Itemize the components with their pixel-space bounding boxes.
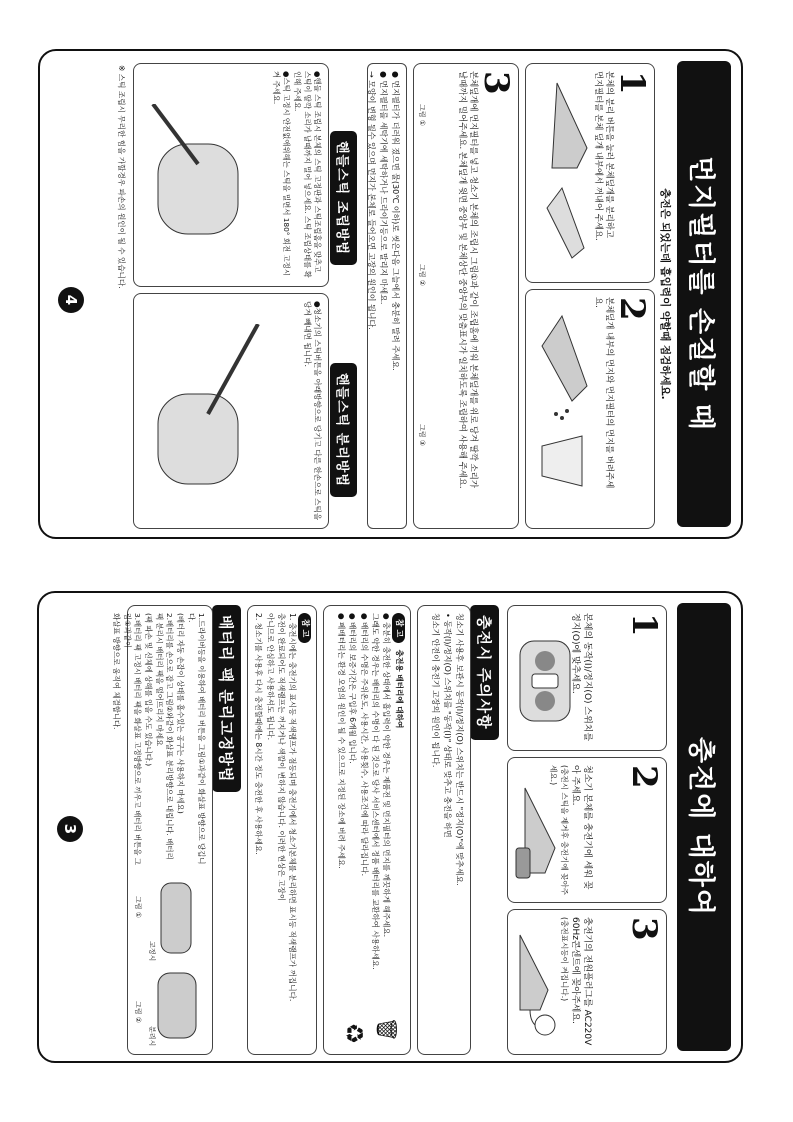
filter-note-1: ● 먼지필터가 더러워 졌으면 물(30℃ 이하)로 씻은다음 그늘에서 충분히 말려 주세요. xyxy=(391,71,400,371)
step-3-box xyxy=(507,909,667,1055)
battery-title: 충전용 배터리에 대하여 xyxy=(395,649,404,729)
battery-info-box xyxy=(323,605,411,1055)
stick-assembly-illustration xyxy=(148,104,248,254)
step-2-text: 청소기 본체를 충전기에 세워 꽂아 주세요. xyxy=(569,765,592,890)
section-charge-caution: 충전시 주의사항 xyxy=(470,605,499,740)
step-1-text: 본체의 동작(I)/정지(O) 스위치를 정지(O)에 맞추세요. xyxy=(569,613,592,742)
tip2-line-2: 충전이 완료되어도 적색램프는 꺼지거나 색깔이 변하지 않습니다. 이러한 현상은 고장이 xyxy=(276,613,286,902)
step-2-number: 2 xyxy=(624,765,664,789)
step-1-box xyxy=(507,605,667,751)
recycle-icon: ♻ xyxy=(340,1022,368,1044)
tip-badge-1: 참 고 xyxy=(392,613,405,643)
page-3-title: 충전에 대하여 xyxy=(677,603,731,1051)
cover-removal-illustration xyxy=(532,78,602,268)
detach-label: 분리시 xyxy=(148,1026,156,1047)
power-plug-illustration xyxy=(510,930,560,1040)
filter-step-2-text: 본체덮개 내부의 먼지와 먼지필터의 먼지를 버려주세요. xyxy=(593,297,615,489)
pack-line-6: 화살표 방향으로 움직여 체결합니다. xyxy=(112,613,122,730)
page-4-title: 먼지필터를 손질할 때 xyxy=(677,61,731,527)
filter-fig2-label: 그림 ② xyxy=(418,264,426,287)
pack-line-2: (배터리 자동 손잡이 상태를 흡수있는 공구는 사용하지 마세요) xyxy=(176,613,186,814)
section-stick-detach: 핸들스틱 분리방법 xyxy=(330,363,357,497)
filter-fig1-label: 그림 ① xyxy=(418,104,426,127)
filter-step-2-box xyxy=(525,289,655,529)
tip2-line-4: 2. 청소기를 사용후 다시 충전할때에는 8시간 정도 충전한 후 사용하세요. xyxy=(254,613,264,855)
stick-detach-line-1: ●청소기의 스틱버튼을 아래방향으로 당기고 다른 한손으로 스틱을 당겨 빼내면 됩니다. xyxy=(302,301,322,521)
step-1-number: 1 xyxy=(624,613,664,637)
battery-pack-illustration xyxy=(146,878,206,1048)
filter-note-2: ● 먼지필터를 세탁기에 세탁하거나 드라이기등으로 말리지 마세요. xyxy=(379,71,389,305)
battery-line-4: ● 배터리의 보증기간은 구입후 6개월 입니다. xyxy=(348,613,358,764)
step-3-text: 충전기의 전원플러그를 AC220V 60Hz콘센트에 꽂아주세요. xyxy=(569,917,592,1046)
pack-line-4: (팩 파손 및 신체에 상해를 입을 수도 있습니다.) xyxy=(144,613,154,767)
battery-line-3: ● 배터리의 수명은 주위온도, 사용시간, 사용횟수, 사용조건에 따라 달라집니다. xyxy=(359,613,369,876)
page-4-subtitle: 충전은 되었는데 흡입력이 약할때 점검하세요. xyxy=(659,188,671,400)
tip2-line-1: 1. 충전시에는 충전기의 표시등 적색램프가 점등되며 충전기에서 청소기본체를 분리하면 표시등 적색램프가 꺼집니다. xyxy=(288,613,298,1002)
filter-fig3-label: 그림 ③ xyxy=(418,424,426,447)
filter-step-3-box xyxy=(413,63,519,529)
filter-note-3: → 모양이 변형 될수 있으며 먼지가 본체로 들어오면 고장의 원인이 됩니다. xyxy=(367,71,377,330)
page-4-number: 4 xyxy=(58,287,84,313)
page-3-panel xyxy=(37,591,743,1063)
section-battery-pack: 배터리 팩 분리고정방법 xyxy=(212,605,241,792)
filter-step-3-number: 3 xyxy=(476,71,516,95)
battery-line-5: ● 폐배터리는 환경 오염의 원인이 될 수 있으므로 지정된 장소에 버려 주세요. xyxy=(337,613,347,869)
battery-line-1: ● 충분히 충전한 상태에서 흡입력이 약한 경우는 제품전 및 먼지필터의 먼지를 깨끗하게 해주세요. xyxy=(382,613,392,938)
stick-assembly-line-2: ●스틱 고정시 안전없애위해는 스틱을 밀면서 180° 회전 고정시켜 주세요. xyxy=(272,71,292,276)
stick-assembly-box xyxy=(133,63,329,287)
filter-step-3-text: 본체덮개에 먼지필터를 넣고 청소기 본체의 조립시 그림①과 같이 조립홈에 끼워 본체덮개를 위로 당겨 딸깍 소리가 날때까지 밀어주세요. 본체덮개 윗면 중앙부 및 본체상단 중앙부의 맞춤표시가 일치하도록 조립하여 사용해 주세요. xyxy=(457,71,479,489)
filter-step-2-number: 2 xyxy=(612,297,652,321)
stick-assembly-line-1: ●핸들 스틱 조립시 본체의 스틱 고정판과 스틱조립홈을 맞추고 스틱이 딸깍 소리가 날때까지 밀어 넣으세요. 스틱 조립상태를 확인해 주세요. xyxy=(293,71,322,278)
charge-caution-box xyxy=(417,605,471,1055)
battery-fig2-label: 그림 ② xyxy=(134,1001,142,1024)
battery-pack-box xyxy=(112,605,213,1055)
pack-line-5: 3.배터리 팩 고정시 배터리 팩을 화살표 고정방향으로 끼우고 배터리 버튼을 그림①과같이 xyxy=(123,613,143,865)
pack-line-3: 2.배터리를 손으로 잡고 그림②와같이 화살표 분리방향으로 내립니다. 배터리 팩 분리시 배터리 팩을 떨어뜨리지 마세요 xyxy=(155,613,175,860)
step-2-box xyxy=(507,757,667,903)
crossed-bin-icon: 🗑 xyxy=(375,1016,399,1042)
fix-label: 고정시 xyxy=(148,941,156,962)
charging-tip-box xyxy=(247,605,317,1055)
caution-line-3: 청소기 안전이 충전기 고장의 원인이 됩니다. xyxy=(431,613,441,768)
filter-step-1-text: 본체의 분리 버튼을 눌러 본체덮개를 분리하고 먼지필터를 본체 덮개 내부에서 꺼내어 주세요. xyxy=(593,71,615,241)
page-3-number: 3 xyxy=(57,816,83,842)
page-4-panel xyxy=(38,49,743,539)
tip-badge-2: 참 고 xyxy=(298,613,311,643)
caution-line-2: • 동작(I)/정지(O) 스위치를 "동작(I)" 상태로 맞추고 충전을 하면 xyxy=(443,613,453,838)
stick-detach-illustration xyxy=(148,324,268,504)
vacuum-switch-illustration xyxy=(510,626,580,736)
tip2-line-3: 아니므로 안심하고 사용하셔도 됩니다. xyxy=(265,613,275,741)
filter-step-1-number: 1 xyxy=(612,71,652,95)
pack-line-1: 1.드라이버등을 이용하여 배터리 버튼을 그림①과같이 화살표 방향으로 당깁니다. xyxy=(187,613,206,865)
battery-line-2: 그래도 약한 경우는 배터리의 수명이 다 된 것으로 당사 서비스센터에서 정품 배터리를 교환하여 사용하세요. xyxy=(370,613,380,970)
stick-detach-box xyxy=(133,293,329,529)
filter-notes-box xyxy=(367,63,407,529)
section-stick-assembly: 핸들스틱 조립방법 xyxy=(330,131,357,265)
battery-fig1-label: 그림 ① xyxy=(134,896,142,919)
step-3-note: (충전표시등이 켜집니다.) xyxy=(559,917,569,1002)
step-3-number: 3 xyxy=(624,917,664,941)
filter-step-1-box xyxy=(525,63,655,283)
vacuum-charger-illustration xyxy=(510,778,570,888)
stick-footnote: ※ 스틱 조립시 무리한 힘을 가할경우 파손의 원인이 될 수 있습니다. xyxy=(117,65,126,289)
step-2-note: (충전시 스틱을 제거후 충전기에 꽂아주세요.) xyxy=(549,765,569,895)
dust-empty-illustration xyxy=(532,306,602,506)
caution-line-1: 청소기 사용후 보관시 동작(I)/정지(O) 스위치는 반드시 "정지(O)"에 맞추세요. xyxy=(455,613,464,886)
